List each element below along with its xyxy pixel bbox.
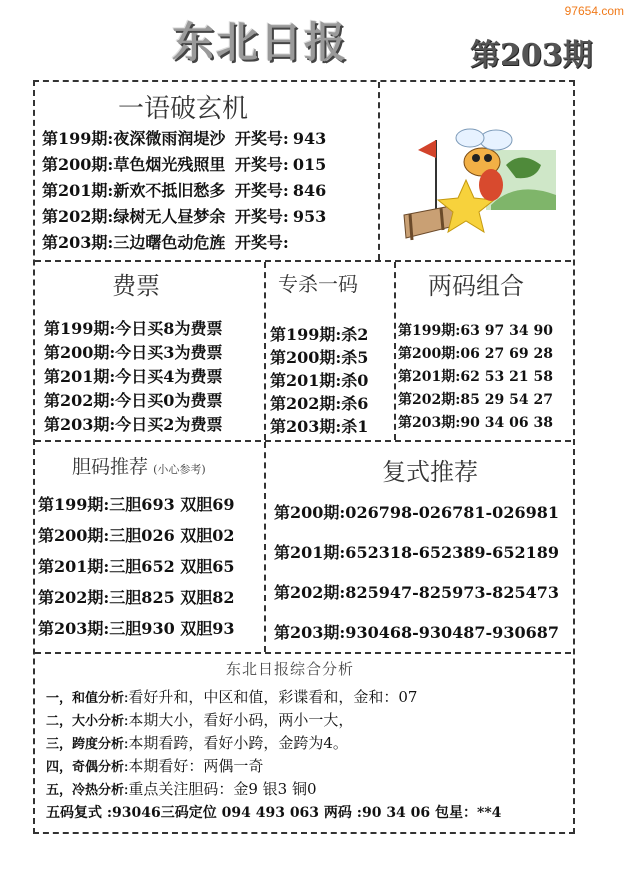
yiyu-title: 一语破玄机 <box>118 94 249 124</box>
analysis-row: 一，和值分析:看好升和，中区和值，彩谍看和，金和：07 <box>46 688 418 706</box>
zhuansha-row: 第201期:杀0 <box>270 371 369 390</box>
fushi-title: 复式推荐 <box>382 458 478 486</box>
danma-row: 第202期:三胆825 双胆82 <box>38 588 235 607</box>
liangma-row: 第199期:63 97 34 90 <box>398 323 553 339</box>
feipiao-row: 第200期:今日买3为费票 <box>44 343 223 362</box>
danma-header <box>72 452 206 479</box>
analysis-row: 二，大小分析:本期大小，看好小码，两小一大， <box>46 711 354 729</box>
feipiao-row: 第201期:今日买4为费票 <box>44 367 223 386</box>
divider <box>378 82 380 260</box>
liangma-row: 第203期:90 34 06 38 <box>398 415 553 431</box>
analysis-footer: 五码复式 :93046三码定位 094 493 063 两码 :90 34 06 包星：**4 <box>46 805 502 821</box>
divider <box>35 260 571 262</box>
yiyu-row: 第200期:草色烟光残照里 开奖号: 015 <box>42 155 327 174</box>
fushi-row: 第200期:026798-026781-026981 <box>274 503 559 522</box>
liangma-row: 第202期:85 29 54 27 <box>398 392 553 408</box>
feipiao-title: 费票 <box>112 272 160 300</box>
danma-row: 第200期:三胆026 双胆02 <box>38 526 235 545</box>
liangma-row: 第201期:62 53 21 58 <box>398 369 553 385</box>
fushi-row: 第202期:825947-825973-825473 <box>274 583 559 602</box>
zhuansha-list <box>270 322 368 437</box>
newspaper-masthead: 东北日报 <box>172 18 349 67</box>
yiyu-row: 第203期:三边曙色动危旌 开奖号: <box>42 233 289 252</box>
danma-note: (小心参考) <box>153 463 206 476</box>
feipiao-row: 第203期:今日买2为费票 <box>44 415 223 434</box>
divider <box>264 442 266 652</box>
cartoon-bee-illustration <box>396 110 561 250</box>
liangma-row: 第200期:06 27 69 28 <box>398 346 553 362</box>
zhuansha-title: 专杀一码 <box>278 272 358 296</box>
danma-title: 胆码推荐 <box>72 456 149 478</box>
danma-list <box>38 492 235 647</box>
zhuansha-row: 第202期:杀6 <box>270 394 369 413</box>
analysis-row: 五，冷热分析:重点关注胆码：金9 银3 铜0 <box>46 780 317 798</box>
issue-number: 第203期 <box>470 38 593 73</box>
zhuansha-row: 第203期:杀1 <box>270 417 369 436</box>
analysis-title: 东北日报综合分析 <box>226 660 355 678</box>
liangma-title: 两码组合 <box>428 272 524 300</box>
yiyu-row: 第201期:新欢不抵旧愁多 开奖号: 846 <box>42 181 327 200</box>
yiyu-list <box>42 126 326 256</box>
analysis-row: 四，奇偶分析:本期看好：两偶一奇 <box>46 757 264 775</box>
fushi-row: 第203期:930468-930487-930687 <box>274 623 559 642</box>
zhuansha-row: 第200期:杀5 <box>270 348 369 367</box>
feipiao-row: 第199期:今日买8为费票 <box>44 319 223 338</box>
analysis-list <box>46 686 417 801</box>
divider <box>35 652 571 654</box>
feipiao-row: 第202期:今日买0为费票 <box>44 391 223 410</box>
zhuansha-row: 第199期:杀2 <box>270 325 369 344</box>
fushi-row: 第201期:652318-652389-652189 <box>274 543 559 562</box>
danma-row: 第199期:三胆693 双胆69 <box>38 495 235 514</box>
analysis-row: 三，跨度分析:本期看跨，看好小跨，金跨为4。 <box>46 734 348 752</box>
danma-row: 第201期:三胆652 双胆65 <box>38 557 235 576</box>
danma-row: 第203期:三胆930 双胆93 <box>38 619 235 638</box>
divider <box>394 262 396 440</box>
divider <box>264 262 266 440</box>
feipiao-list <box>44 316 222 436</box>
yiyu-row: 第202期:绿树无人昼梦余 开奖号: 953 <box>42 207 327 226</box>
fushi-list <box>274 500 559 660</box>
divider <box>35 440 571 442</box>
yiyu-row: 第199期:夜深微雨润堤沙 开奖号: 943 <box>42 129 327 148</box>
liangma-list <box>398 320 553 435</box>
site-watermark: 97654.com <box>564 4 624 18</box>
